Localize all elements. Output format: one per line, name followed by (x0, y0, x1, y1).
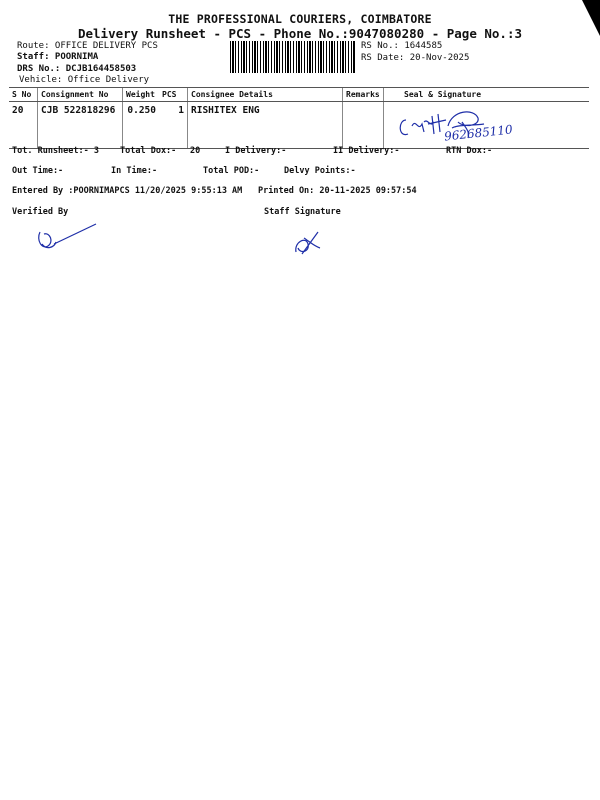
cell-seal-signature (384, 102, 590, 149)
printed-on: Printed On: 20-11-2025 09:57:54 (258, 186, 417, 196)
i-delivery: I Delivery:- (225, 146, 287, 156)
col-header-seal: Seal & Signature (384, 88, 590, 102)
rs-date: RS Date: 20-Nov-2025 (361, 53, 470, 63)
table-row (9, 102, 589, 149)
in-time: In Time:- (111, 166, 158, 176)
col-header-consignee: Consignee Details (188, 88, 343, 102)
cell-remarks (343, 102, 384, 149)
entered-by: Entered By :POORNIMAPCS 11/20/2025 9:55:13 AM (12, 186, 243, 196)
cell-consignment: CJB 522818296 (38, 102, 123, 149)
route-text: Route: OFFICE DELIVERY PCS (17, 41, 158, 51)
vehicle-text: Vehicle: Office Delivery (19, 75, 150, 85)
col-header-remarks: Remarks (343, 88, 384, 102)
runsheet-table (9, 87, 589, 149)
cell-weight: 0.250 (123, 102, 160, 149)
staff-text: Staff: POORNIMA (17, 52, 99, 62)
total-dox-value: 20 (190, 146, 201, 156)
verified-by-label: Verified By (12, 207, 69, 217)
rs-number: RS No.: 1644585 (361, 41, 443, 51)
tot-runsheet: Tot. Runsheet:- 3 (12, 146, 99, 156)
rtn-dox: RTN Dox:- (446, 146, 493, 156)
out-time: Out Time:- (12, 166, 64, 176)
company-title: THE PROFESSIONAL COURIERS, COIMBATORE (168, 12, 432, 26)
cell-sno: 20 (9, 102, 38, 149)
receiver-phone-handwritten: 962685110 (443, 122, 514, 144)
verifier-signature-icon (34, 220, 104, 256)
barcode (230, 41, 356, 73)
col-header-pcs: PCS (159, 88, 188, 102)
cell-consignee: RISHITEX ENG (188, 102, 343, 149)
total-dox-label: Total Dox:- (120, 146, 177, 156)
col-header-weight: Weight (123, 88, 160, 102)
total-pod: Total POD:- (203, 166, 260, 176)
col-header-consignment: Consignment No (38, 88, 123, 102)
drs-number: DRS No.: DCJB164458503 (17, 64, 137, 74)
ii-delivery: II Delivery:- (333, 146, 400, 156)
col-header-sno: S No (9, 88, 38, 102)
cell-pcs: 1 (159, 102, 188, 149)
delvy-points: Delvy Points:- (284, 166, 356, 176)
table-header-row (9, 88, 589, 102)
staff-signature-label: Staff Signature (264, 207, 341, 217)
runsheet-title: Delivery Runsheet - PCS - Phone No.:9047080280 - Page No.:3 (77, 26, 522, 41)
staff-signature-icon (292, 228, 326, 258)
